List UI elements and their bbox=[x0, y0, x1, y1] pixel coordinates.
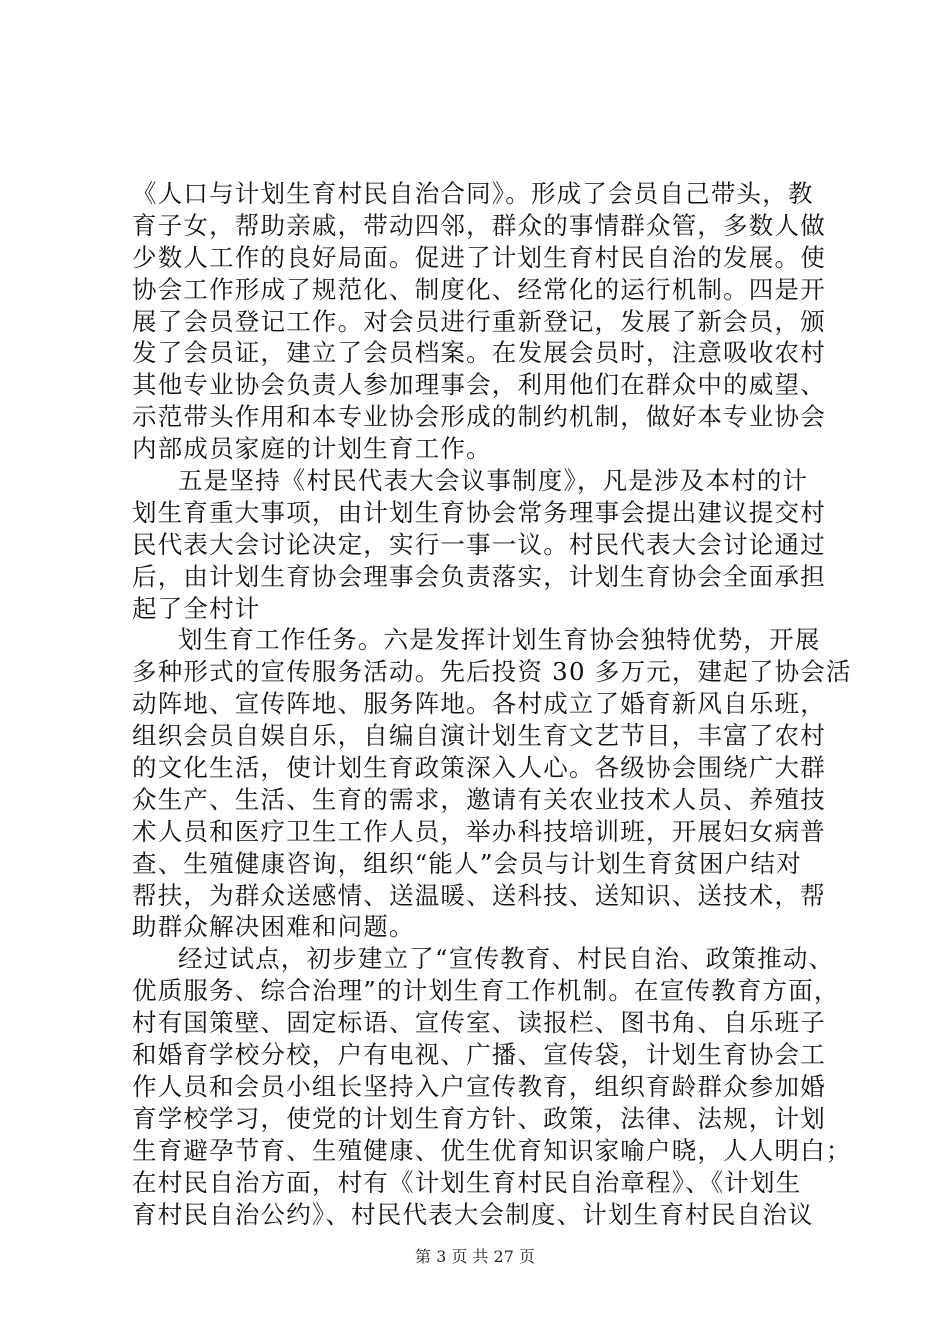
text-line: 育子女，帮助亲戚，带动四邻，群众的事情群众管，多数人做 bbox=[132, 210, 826, 240]
text-line: 《人口与计划生育村民自治合同》。形成了会员自己带头，教 bbox=[132, 179, 814, 208]
text-line: 划生育重大事项，由计划生育协会常务理事会提出建议提交村 bbox=[132, 497, 826, 527]
text-line: 经过试点，初步建立了“宣传教育、村民自治、政策推动、 bbox=[178, 944, 835, 974]
text-line: 和婚育学校分校，户有电视、广播、宣传袋，计划生育协会工 bbox=[132, 1040, 826, 1070]
text-line: 育学校学习，使党的计划生育方针、政策，法律、法规，计划 bbox=[132, 1103, 826, 1133]
text-line: 帮扶，为群众送感情、送温暖、送科技、送知识、送技术，帮 bbox=[132, 880, 826, 910]
document-body bbox=[132, 178, 852, 1230]
text-line: 动阵地、宣传阵地、服务阵地。各村成立了婚育新风自乐班， bbox=[132, 689, 826, 719]
text-line: 内部成员家庭的计划生育工作。 bbox=[132, 434, 492, 464]
page-footer: 第 3 页 共 27 页 bbox=[415, 1247, 535, 1266]
text-line: 在村民自治方面，村有《计划生育村民自治章程》、《计划生 bbox=[132, 1167, 802, 1197]
text-line: 后，由计划生育协会理事会负责落实，计划生育协会全面承担 bbox=[132, 561, 826, 591]
text-line: 村有国策壁、固定标语、宣传室、读报栏、图书角、自乐班子 bbox=[132, 1008, 826, 1038]
text-line: 协会工作形成了规范化、制度化、经常化的运行机制。四是开 bbox=[132, 274, 826, 304]
text-line: 育村民自治公约》、村民代表大会制度、计划生育村民自治议 bbox=[132, 1199, 814, 1229]
text-line: 的文化生活，使计划生育政策深入人心。各级协会围绕广大群 bbox=[132, 753, 826, 783]
text-line: 生育避孕节育、生殖健康、优生优育知识家喻户晓，人人明白； bbox=[132, 1135, 852, 1165]
text-line: 其他专业协会负责人参加理事会，利用他们在群众中的威望、 bbox=[132, 370, 826, 400]
text-line: 众生产、生活、生育的需求，邀请有关农业技术人员、养殖技 bbox=[132, 784, 826, 814]
text-line: 少数人工作的良好局面。促进了计划生育村民自治的发展。使 bbox=[132, 242, 826, 272]
text-line: 助群众解决困难和问题。 bbox=[132, 912, 415, 942]
text-line: 起了全村计 bbox=[132, 593, 261, 623]
text-line: 展了会员登记工作。对会员进行重新登记，发展了新会员，颁 bbox=[132, 306, 826, 336]
text-line: 组织会员自娱自乐，自编自演计划生育文艺节目，丰富了农村 bbox=[132, 721, 826, 751]
text-line: 作人员和会员小组长坚持入户宣传教育，组织育龄群众参加婚 bbox=[132, 1071, 826, 1101]
text-line: 民代表大会讨论决定，实行一事一议。村民代表大会讨论通过 bbox=[132, 529, 826, 559]
text-line: 术人员和医疗卫生工作人员，举办科技培训班，开展妇女病普 bbox=[132, 816, 826, 846]
text-line: 多种形式的宣传服务活动。先后投资 30 多万元，建起了协会活 bbox=[132, 657, 852, 687]
text-line: 划生育工作任务。六是发挥计划生育协会独特优势，开展 bbox=[178, 625, 821, 655]
text-line: 发了会员证，建立了会员档案。在发展会员时，注意吸收农村 bbox=[132, 338, 826, 368]
text-line: 优质服务、综合治理”的计划生育工作机制。在宣传教育方面， bbox=[132, 976, 840, 1006]
text-line: 五是坚持《村民代表大会议事制度》，凡是涉及本村的计 bbox=[178, 466, 809, 496]
text-line: 示范带头作用和本专业协会形成的制约机制，做好本专业协会 bbox=[132, 402, 826, 432]
text-line: 查、生殖健康咨询，组织“能人”会员与计划生育贫困户结对 bbox=[132, 848, 802, 878]
